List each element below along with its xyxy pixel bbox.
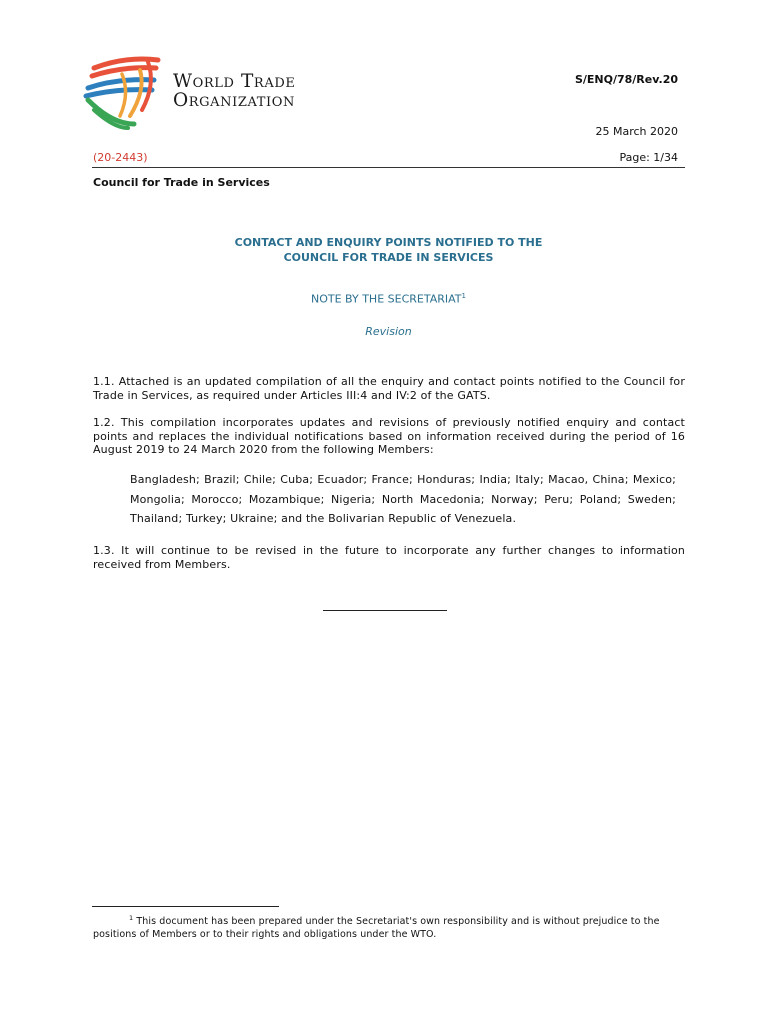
paragraph-1-2: 1.2. This compilation incorporates updates and revisions of previously notified enquiry and contact points and replaces the individual notifications based on information received during the period of 16 August 2019 to 24 March 2020 from the following Members: <box>93 416 685 456</box>
logo-line-2: Organization <box>173 90 295 111</box>
footnote-separator <box>92 906 279 907</box>
job-number: (20-2443) <box>93 151 148 164</box>
council-name: Council for Trade in Services <box>93 176 270 189</box>
document-date: 25 March 2020 <box>595 125 678 138</box>
footnote-text: This document has been prepared under the Secretariat's own responsibility and is without prejudice to the positions of Members or to their rights and obligations under the WTO. <box>93 916 660 940</box>
paragraph-1-1: 1.1. Attached is an updated compilation of all the enquiry and contact points notified to the Council for Trade in Services, as required under Articles III:4 and IV:2 of the GATS. <box>93 375 685 402</box>
revision-label: Revision <box>365 325 412 338</box>
footnote-reference[interactable]: 1 <box>461 292 466 300</box>
paragraph-1-3: 1.3. It will continue to be revised in the future to incorporate any further changes to information received from Members. <box>93 544 685 571</box>
page-number: Page: 1/34 <box>619 151 678 164</box>
title-line-1: CONTACT AND ENQUIRY POINTS NOTIFIED TO THE <box>234 236 543 249</box>
title-line-2: COUNCIL FOR TRADE IN SERVICES <box>283 251 494 264</box>
footnote-marker: 1 <box>129 914 134 922</box>
wto-logo-wordmark <box>173 72 295 110</box>
note-by-secretariat <box>92 292 685 306</box>
end-of-text-rule <box>323 610 447 611</box>
wto-logo-icon <box>82 54 164 130</box>
document-title <box>92 235 685 265</box>
document-reference: S/ENQ/78/Rev.20 <box>574 73 678 86</box>
members-list: Bangladesh; Brazil; Chile; Cuba; Ecuador; France; Honduras; India; Italy; Macao, China; Mexico; Mongolia; Morocco; Mozambique; Nigeria; North Macedonia; Norway; Peru; Poland; Sweden; Thailand; Turkey; Ukraine; and the Bolivarian Republic of Venezuela. <box>130 473 676 525</box>
header-divider <box>92 167 685 168</box>
logo-line-1: World Trade <box>173 71 296 92</box>
footnote <box>93 912 683 941</box>
note-text: NOTE BY THE SECRETARIAT <box>311 292 462 306</box>
